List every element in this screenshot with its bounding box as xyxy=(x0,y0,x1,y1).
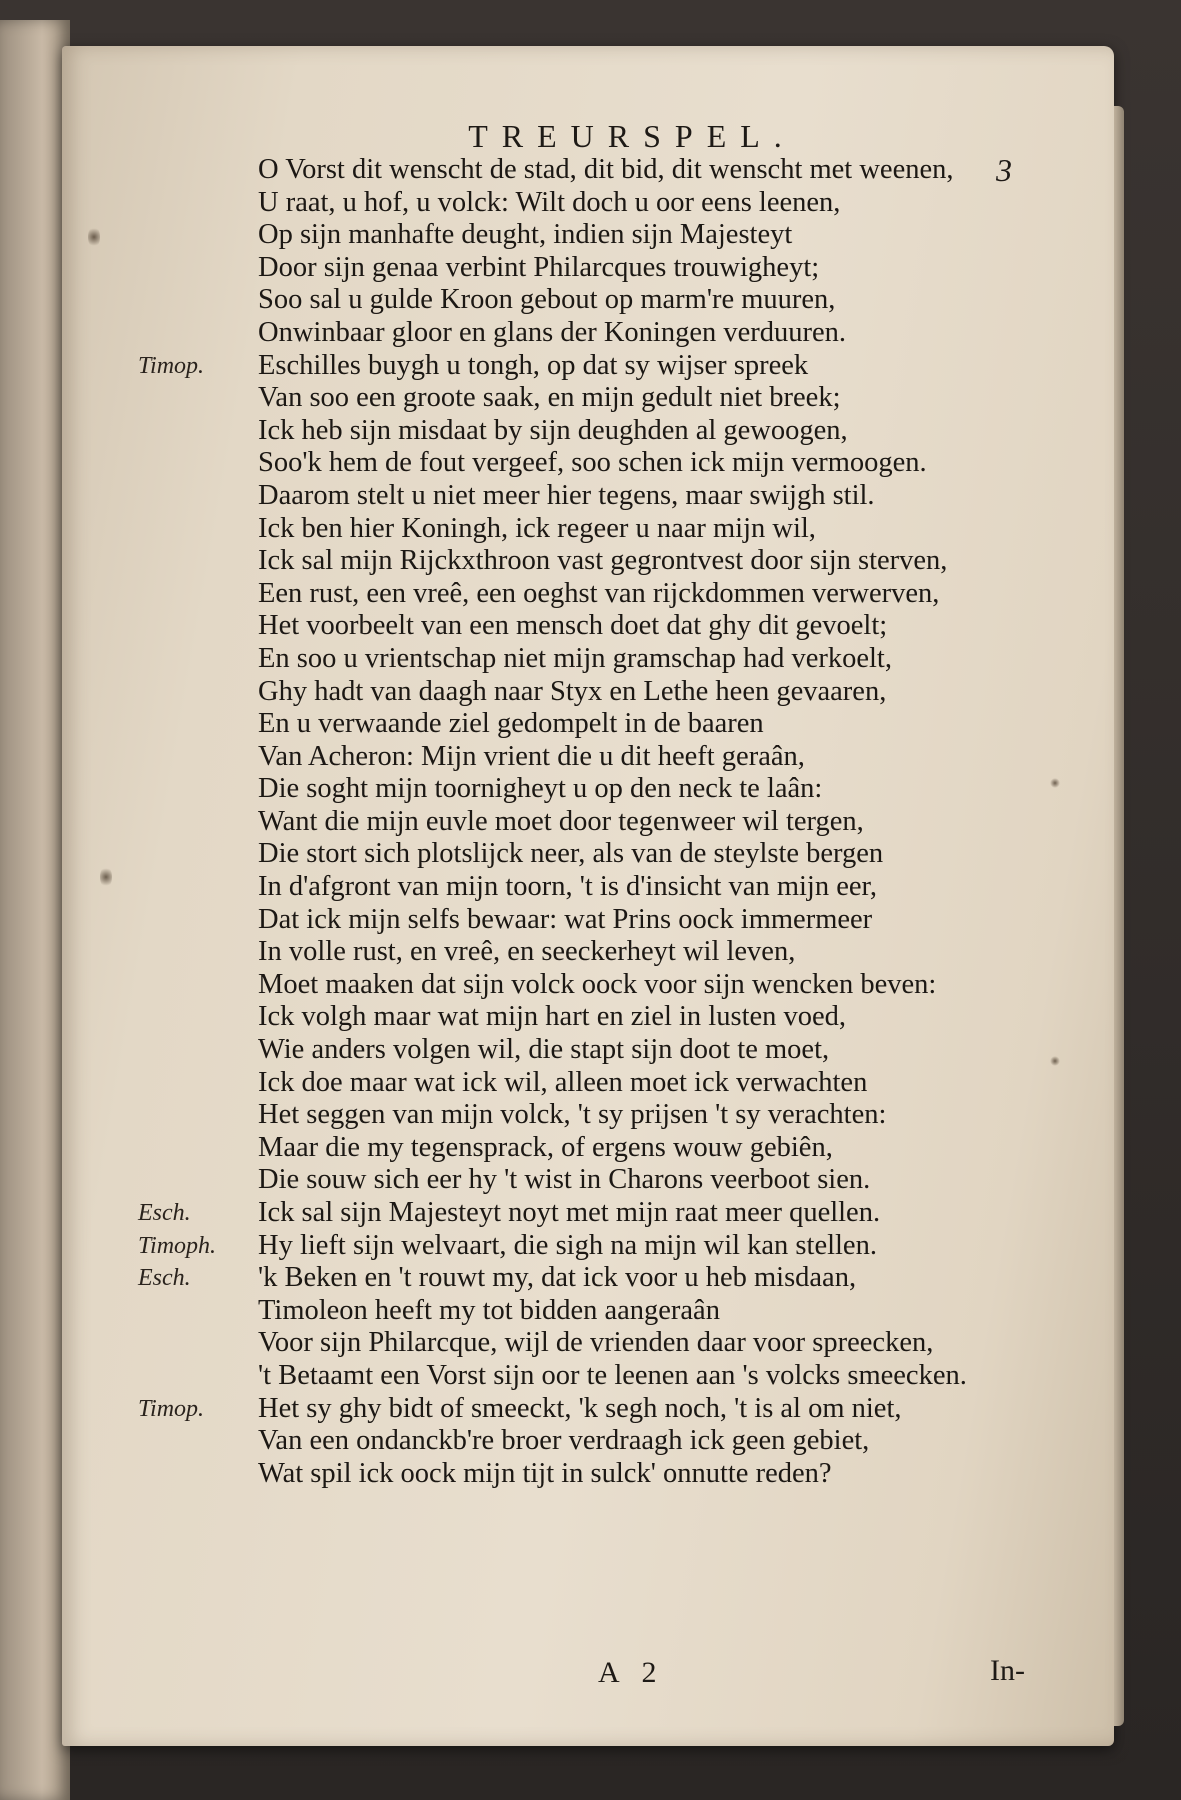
verse-line xyxy=(138,545,1098,578)
verse-line xyxy=(138,1458,1098,1491)
verse-line-text: U raat, u hof, u volck: Wilt doch u oor eens leenen, xyxy=(258,186,841,218)
foxing-spot xyxy=(1050,778,1060,788)
verse-line xyxy=(138,1034,1098,1067)
verse-line xyxy=(138,806,1098,839)
verse-line xyxy=(138,1425,1098,1458)
speaker-label: Timop. xyxy=(138,352,205,379)
verse-line-text: Eschilles buygh u tongh, op dat sy wijser spreek xyxy=(258,349,809,381)
facing-page-edge xyxy=(0,20,70,1800)
verse-line-text: Op sijn manhafte deught, indien sijn Majesteyt xyxy=(258,219,793,251)
verse-line-text: En u verwaande ziel gedompelt in de baaren xyxy=(258,708,764,740)
verse-line xyxy=(138,415,1098,448)
verse-line xyxy=(138,741,1098,774)
book-page xyxy=(62,46,1114,1746)
foxing-spot xyxy=(1050,1056,1060,1066)
verse-line xyxy=(138,1132,1098,1165)
verse-line xyxy=(138,578,1098,611)
verse-text xyxy=(138,154,1098,1490)
verse-line xyxy=(138,1262,1098,1295)
verse-line xyxy=(138,219,1098,252)
verse-line-text: Ick ben hier Koningh, ick regeer u naar mijn wil, xyxy=(258,512,816,544)
verse-line-text: Voor sijn Philarcque, wijl de vrienden daar voor spreecken, xyxy=(258,1327,934,1359)
verse-line-text: 't Betaamt een Vorst sijn oor te leenen aan 's volcks smeecken. xyxy=(258,1359,967,1391)
verse-line-text: Die souw sich eer hy 't wist in Charons veerboot sien. xyxy=(258,1164,871,1196)
speaker-label: Esch. xyxy=(138,1200,191,1226)
verse-line-text: Die stort sich plotslijck neer, als van de steylste bergen xyxy=(258,838,884,870)
verse-line-text: Ghy hadt van daagh naar Styx en Lethe heen gevaaren, xyxy=(258,675,887,707)
signature-mark: A 2 xyxy=(598,1656,665,1689)
verse-line-text: Die soght mijn toornigheyt u op den neck te laân: xyxy=(258,773,823,805)
verse-line-text: Van Acheron: Mijn vrient die u dit heeft geraân, xyxy=(258,740,805,772)
verse-line-text: Het voorbeelt van een mensch doet dat ghy dit gevoelt; xyxy=(258,610,888,642)
verse-line-text: Timoleon heeft my tot bidden aangeraân xyxy=(258,1294,720,1326)
verse-line-text: Moet maaken dat sijn volck oock voor sijn wencken beven: xyxy=(258,968,937,1000)
verse-line xyxy=(138,1164,1098,1197)
verse-line xyxy=(138,1360,1098,1393)
verse-line-text: Ick volgh maar wat mijn hart en ziel in lusten voed, xyxy=(258,1001,847,1033)
verse-line xyxy=(138,969,1098,1002)
verse-line-text: Het sy ghy bidt of smeeckt, 'k segh noch, 't is al om niet, xyxy=(258,1392,902,1424)
verse-line-text: In volle rust, en vreê, en seeckerheyt wil leven, xyxy=(258,936,796,968)
catchword: In- xyxy=(990,1654,1025,1687)
verse-line-text: Wie anders volgen wil, die stapt sijn doot te moet, xyxy=(258,1034,830,1066)
verse-line-text: Onwinbaar gloor en glans der Koningen verduuren. xyxy=(258,316,847,348)
verse-line-text: Het seggen van mijn volck, 't sy prijsen 't sy verachten: xyxy=(258,1099,887,1131)
verse-line xyxy=(138,284,1098,317)
verse-line xyxy=(138,1197,1098,1230)
speaker-label: Timop. xyxy=(138,1395,205,1422)
verse-line-text: O Vorst dit wenscht de stad, dit bid, dit wenscht met weenen, xyxy=(258,154,954,185)
verse-line-text: Soo sal u gulde Kroon gebout op marm're muuren, xyxy=(258,284,836,316)
verse-line-text: Van een ondanckb're broer verdraagh ick geen gebiet, xyxy=(258,1425,870,1457)
verse-line xyxy=(138,936,1098,969)
verse-line xyxy=(138,838,1098,871)
verse-line xyxy=(138,382,1098,415)
verse-line-text: Soo'k hem de fout vergeef, soo schen ick mijn vermoogen. xyxy=(258,447,927,479)
verse-line xyxy=(138,154,1098,187)
verse-line xyxy=(138,350,1098,383)
verse-line-text: 'k Beken en 't rouwt my, dat ick voor u heb misdaan, xyxy=(258,1262,857,1294)
verse-line-text: Ick sal sijn Majesteyt noyt met mijn raat meer quellen. xyxy=(258,1197,881,1228)
verse-line xyxy=(138,1295,1098,1328)
verse-line xyxy=(138,1067,1098,1100)
verse-line xyxy=(138,1327,1098,1360)
verse-line-text: Hy lieft sijn welvaart, die sigh na mijn wil kan stellen. xyxy=(258,1229,877,1261)
page-number: 3 xyxy=(996,152,1012,188)
verse-line xyxy=(138,252,1098,285)
verse-line xyxy=(138,1393,1098,1426)
foxing-spot xyxy=(100,866,112,888)
verse-line-text: Door sijn genaa verbint Philarcques trouwigheyt; xyxy=(258,251,820,283)
speaker-label: Esch. xyxy=(138,1265,191,1292)
verse-line xyxy=(138,447,1098,480)
verse-line-text: Want die mijn euvle moet door tegenweer wil tergen, xyxy=(258,805,864,837)
verse-line xyxy=(138,1001,1098,1034)
verse-line-text: Daarom stelt u niet meer hier tegens, maar swijgh stil. xyxy=(258,479,875,511)
speaker-label: Timoph. xyxy=(138,1232,217,1259)
verse-line-text: Dat ick mijn selfs bewaar: wat Prins oock immermeer xyxy=(258,903,873,935)
verse-line xyxy=(138,610,1098,643)
verse-line xyxy=(138,643,1098,676)
verse-line-text: En soo u vrientschap niet mijn gramschap had verkoelt, xyxy=(258,642,892,674)
running-head: TREURSPEL. xyxy=(468,118,796,154)
verse-line xyxy=(138,1099,1098,1132)
verse-line xyxy=(138,1230,1098,1263)
verse-line-text: Ick heb sijn misdaat by sijn deughden al gewoogen, xyxy=(258,414,848,446)
verse-line-text: Ick doe maar wat ick wil, alleen moet ick verwachten xyxy=(258,1066,868,1098)
verse-line-text: Wat spil ick oock mijn tijt in sulck' onnutte reden? xyxy=(258,1457,832,1489)
verse-line-text: In d'afgront van mijn toorn, 't is d'insicht van mijn eer, xyxy=(258,871,877,903)
foxing-spot xyxy=(88,226,100,248)
verse-line-text: Van soo een groote saak, en mijn gedult niet breek; xyxy=(258,382,841,414)
verse-line xyxy=(138,904,1098,937)
verse-line-text: Ick sal mijn Rijckxthroon vast gegrontvest door sijn sterven, xyxy=(258,545,948,577)
verse-line xyxy=(138,513,1098,546)
verse-line-text: Maar die my tegensprack, of ergens wouw gebiên, xyxy=(258,1131,833,1163)
verse-line xyxy=(138,773,1098,806)
verse-line xyxy=(138,708,1098,741)
verse-line xyxy=(138,676,1098,709)
verse-line xyxy=(138,871,1098,904)
verse-line xyxy=(138,317,1098,350)
verse-line xyxy=(138,187,1098,220)
verse-line-text: Een rust, een vreê, een oeghst van rijckdommen verwerven, xyxy=(258,577,940,609)
page-fore-edge xyxy=(1114,106,1124,1726)
verse-line xyxy=(138,480,1098,513)
